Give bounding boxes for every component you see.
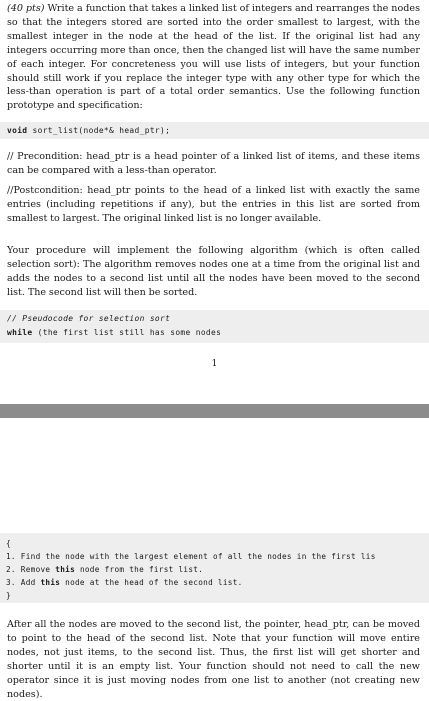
page-number: 1 xyxy=(211,359,218,369)
pseudocode-step-2 xyxy=(6,563,429,576)
page-separator-bar xyxy=(0,404,429,418)
step-3-prefix: 3. Add xyxy=(6,578,41,587)
closing-paragraph: After all the nodes are moved to the second list, the pointer, head_ptr, can be moved to point to the head of the second list. Note that your function will move entire nodes, not just items, to the second list. Thus, the first list will get shorter and shorter until it is an empty list. Your function should not need to call the new operator since it is just moving nodes from one list to another (not creating new nodes). xyxy=(7,619,420,700)
step-2-keyword: this xyxy=(55,565,76,574)
problem-statement xyxy=(7,2,420,113)
close-brace: } xyxy=(6,591,11,600)
step-3-suffix: node at the head of the second list. xyxy=(60,578,243,587)
prototype-line xyxy=(7,124,420,137)
while-condition: (the first list still has some nodes xyxy=(32,328,222,337)
pseudocode-body-block xyxy=(0,533,429,603)
postcondition-text: //Postcondition: head_ptr points to the head of a linked list with exactly the same entries (including repetitions if any), but the entries in this list are sorted from smallest to largest. The original linked list is no longer available. xyxy=(7,185,420,224)
pseudocode-step-1: 1. Find the node with the largest element of all the nodes in the first lis xyxy=(6,552,376,561)
pseudocode-block xyxy=(0,310,429,343)
pseudocode-step-3 xyxy=(6,576,429,589)
prototype-code-block xyxy=(0,122,429,139)
problem-text: Write a function that takes a linked list of integers and rearranges the nodes so that the integers stored are sorted into the order smallest to largest, with the smallest integer in the node at the head of the list. If the original list had any integers occurring more than once, then the changed list will have the same number of each integer. For concreteness you will use lists of integers, but your function should still work if you replace the integer type with any other type for which the less-than operation is part of a total order semantics. Use the following function prototype and specification: xyxy=(7,3,420,112)
step-3-keyword: this xyxy=(40,578,61,587)
while-keyword: while xyxy=(7,328,33,337)
step-2-suffix: node from the first list. xyxy=(75,565,204,574)
document-page-2 xyxy=(0,510,429,700)
algorithm-description: Your procedure will implement the following algorithm (which is often called selection sort): The algorithm removes nodes one at a time from the original list and adds the nodes to a second list until all the nodes have been moved to the second list. The second list will then be sorted. xyxy=(7,245,420,298)
pseudocode-while-line xyxy=(7,326,420,339)
prototype-keyword: void xyxy=(7,126,28,135)
page-break xyxy=(0,392,429,510)
precondition-text: // Precondition: head_ptr is a head pointer of a linked list of items, and these items can be compared with a less-than operator. xyxy=(7,151,420,176)
points-label: (40 pts) xyxy=(7,3,45,14)
pseudocode-comment-line xyxy=(7,312,420,325)
open-brace: { xyxy=(6,539,11,548)
prototype-signature: sort_list(node*& head_ptr); xyxy=(27,126,171,135)
pseudocode-comment: // Pseudocode for selection sort xyxy=(7,314,171,323)
step-2-prefix: 2. Remove xyxy=(6,565,56,574)
